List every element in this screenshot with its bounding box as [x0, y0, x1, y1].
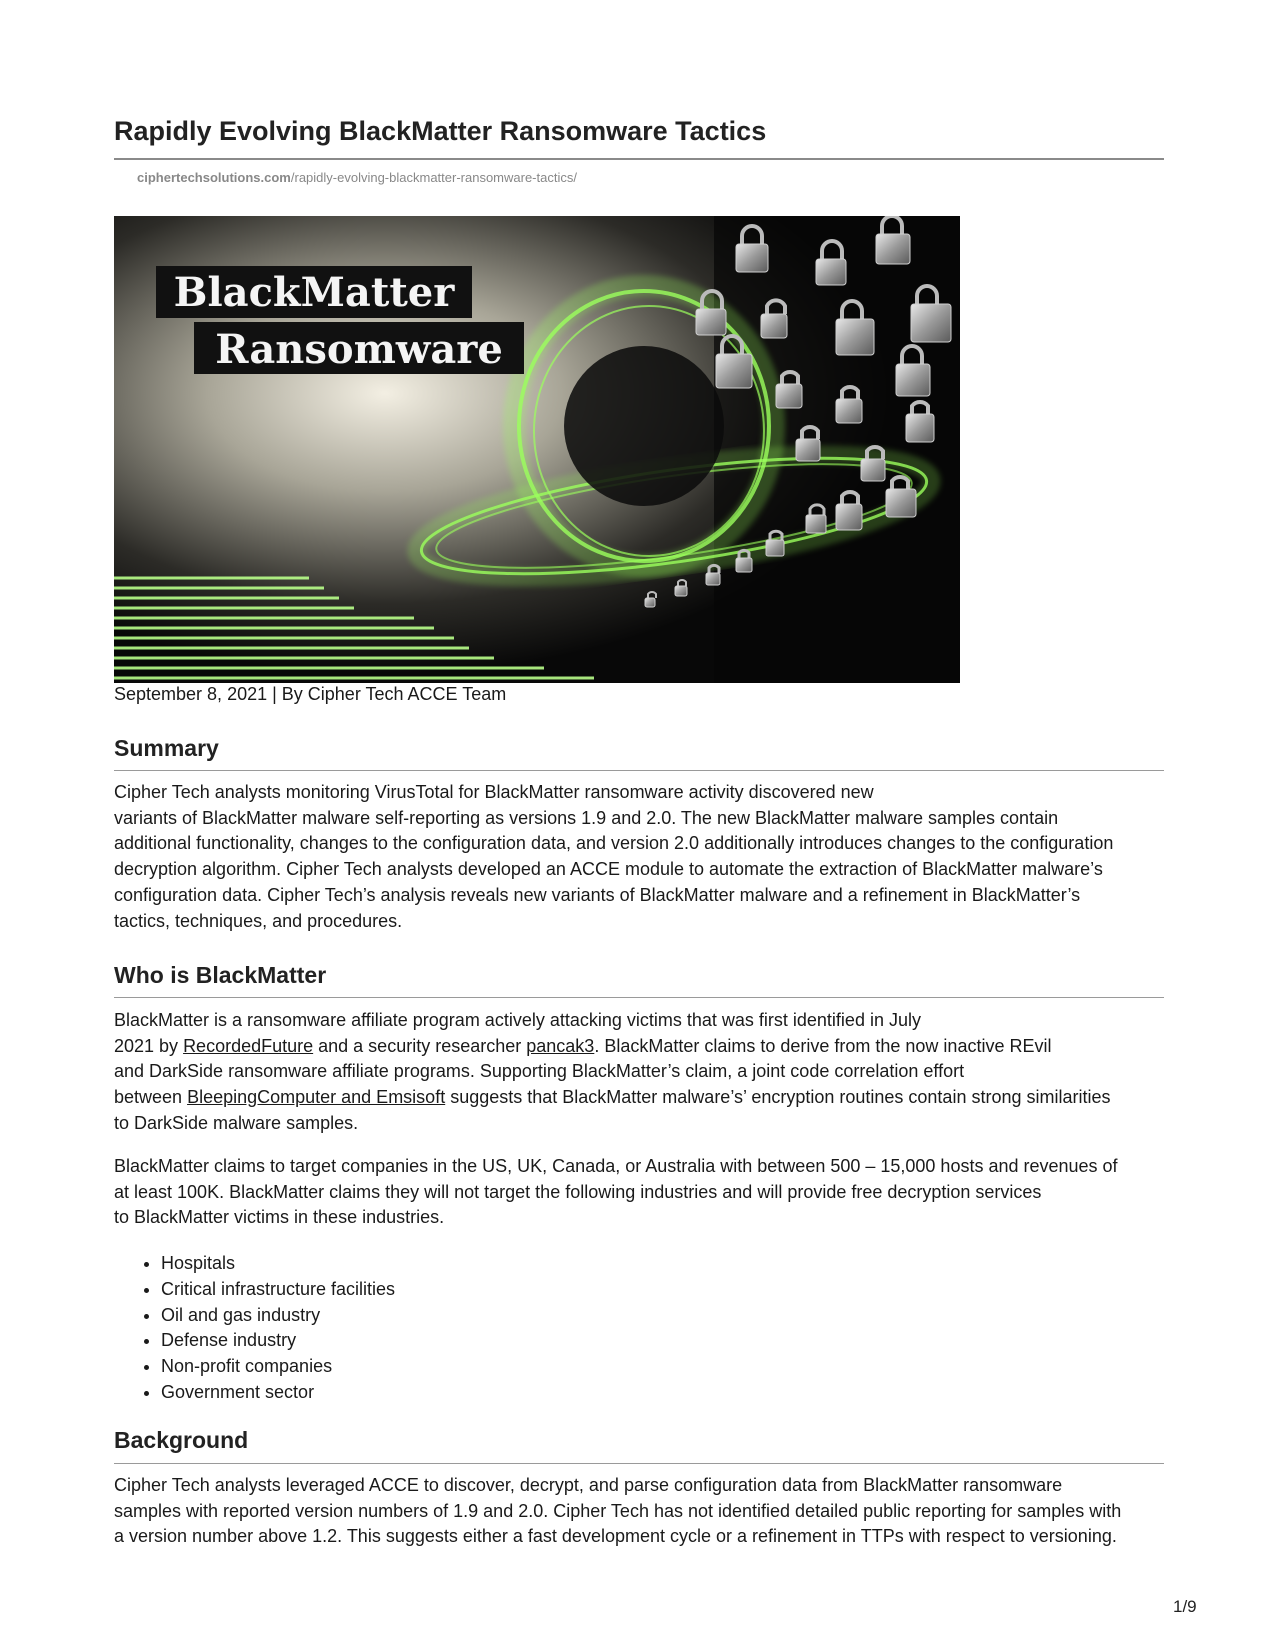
text-line: Cipher Tech analysts monitoring VirusTotal for BlackMatter ransomware activity discovered new — [114, 782, 874, 802]
text-line — [114, 1034, 1164, 1060]
who-paragraph-2 — [114, 1154, 1164, 1231]
section-divider — [114, 997, 1164, 998]
section-heading-who: Who is BlackMatter — [114, 962, 327, 988]
bleepingcomputer-emsisoft-link[interactable]: BleepingComputer and Emsisoft — [187, 1087, 446, 1108]
text-span: and a security researcher — [313, 1035, 527, 1056]
recordedfuture-link[interactable]: RecordedFuture — [183, 1035, 314, 1056]
summary-paragraph — [114, 780, 1164, 934]
text-line: BlackMatter claims to target companies in the US, UK, Canada, or Australia with between 500 – 15,000 hosts and revenues of — [114, 1156, 1118, 1176]
text-line: samples with reported version numbers of 1.9 and 2.0. Cipher Tech has not identified detailed public reporting for samples with — [114, 1500, 1122, 1521]
list-item: • Hospitals — [161, 1251, 395, 1277]
text-line: and DarkSide ransomware affiliate programs. Supporting BlackMatter’s claim, a joint code correlation effort — [114, 1061, 965, 1082]
byline: September 8, 2021 | By Cipher Tech ACCE Team — [114, 684, 507, 704]
url-path[interactable]: /rapidly-evolving-blackmatter-ransomware-tactics/ — [290, 170, 577, 185]
hero-logo-line1: BlackMatter — [173, 269, 455, 316]
text-span: 2021 by — [114, 1035, 184, 1056]
section-divider — [114, 1463, 1164, 1464]
section-divider — [114, 770, 1164, 771]
text-line: BlackMatter is a ransomware affiliate program actively attacking victims that was first identified in July — [114, 1010, 921, 1030]
page-title: Rapidly Evolving BlackMatter Ransomware Tactics — [114, 116, 767, 146]
list-item: • Oil and gas industry — [161, 1303, 395, 1329]
text-line — [114, 1085, 1164, 1111]
text-line: decryption algorithm. Cipher Tech analysts developed an ACCE module to automate the extraction of BlackMatter malware’s — [114, 859, 1103, 880]
list-item: • Government sector — [161, 1380, 395, 1406]
pancak3-link[interactable]: pancak3 — [526, 1035, 595, 1056]
text-span: between — [114, 1087, 188, 1108]
hero-logo-line2: Ransomware — [215, 326, 503, 373]
source-url[interactable] — [137, 170, 577, 185]
background-paragraph — [114, 1473, 1164, 1550]
section-heading-summary: Summary — [114, 735, 219, 761]
text-line: tactics, techniques, and procedures. — [114, 910, 403, 931]
list-item: • Non-profit companies — [161, 1354, 395, 1380]
text-line: variants of BlackMatter malware self-reporting as versions 1.9 and 2.0. The new BlackMatter malware samples contain — [114, 807, 1059, 828]
section-heading-background: Background — [114, 1427, 249, 1453]
page-number: 1/9 — [1173, 1597, 1197, 1616]
text-line: Cipher Tech analysts leveraged ACCE to discover, decrypt, and parse configuration data from BlackMatter ransomware — [114, 1475, 1063, 1495]
text-line: at least 100K. BlackMatter claims they will not target the following industries and will provide free decryption services — [114, 1181, 1042, 1202]
who-paragraph-1 — [114, 1008, 1164, 1137]
hero-image — [114, 216, 960, 683]
text-line: additional functionality, changes to the configuration data, and version 2.0 additionally introduces changes to the configuration — [114, 833, 1114, 854]
url-domain[interactable]: ciphertechsolutions.com — [137, 170, 291, 185]
text-span: suggests that BlackMatter malware’s’ encryption routines contain strong similarities — [445, 1087, 1111, 1108]
text-line: a version number above 1.2. This suggests either a fast development cycle or a refinement in TTPs with respect to versioning. — [114, 1526, 1117, 1547]
title-divider — [114, 158, 1164, 160]
list-item: • Critical infrastructure facilities — [161, 1277, 395, 1303]
text-line: to BlackMatter victims in these industries. — [114, 1207, 445, 1228]
text-line: to DarkSide malware samples. — [114, 1112, 359, 1133]
list-item: • Defense industry — [161, 1328, 395, 1354]
text-span: . BlackMatter claims to derive from the now inactive REvil — [594, 1035, 1052, 1056]
excluded-industries-list — [114, 1251, 395, 1406]
text-line: configuration data. Cipher Tech’s analysis reveals new variants of BlackMatter malware and a refinement in BlackMatter’s — [114, 884, 1081, 905]
